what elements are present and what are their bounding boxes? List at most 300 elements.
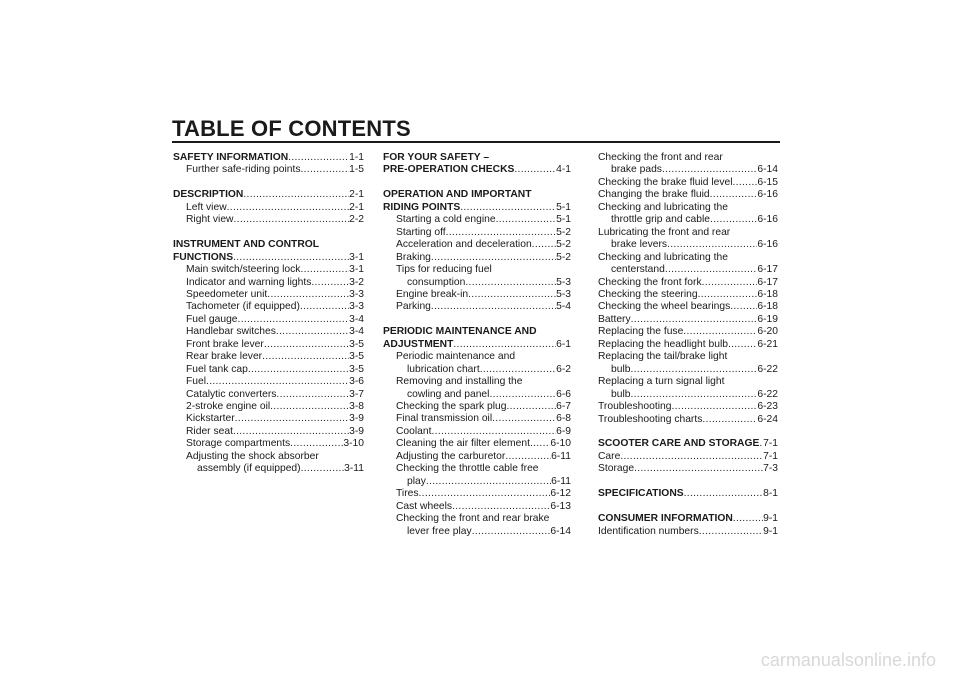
toc-entry[interactable] <box>383 476 571 488</box>
toc-section-heading[interactable] <box>173 189 364 201</box>
toc-entry[interactable] <box>383 239 571 251</box>
toc-entry[interactable] <box>173 339 364 351</box>
toc-dot-leader <box>699 526 763 538</box>
toc-page-number: 6-17 <box>757 276 778 288</box>
toc-entry[interactable] <box>173 426 364 438</box>
toc-page-number: 3-4 <box>349 326 364 338</box>
toc-dot-leader <box>267 289 349 301</box>
toc-entry-title: cowling and panel <box>407 388 490 400</box>
toc-dot-leader <box>496 214 557 226</box>
toc-entry-title: Coolant <box>396 425 432 437</box>
toc-dot-leader <box>530 438 550 450</box>
toc-entry-title: Periodic maintenance and <box>396 351 516 363</box>
toc-dot-leader <box>300 301 349 313</box>
toc-page-number: 6-6 <box>556 388 571 400</box>
toc-page-number: 3-7 <box>349 388 364 400</box>
toc-dot-leader <box>630 364 757 376</box>
toc-entry[interactable] <box>383 526 571 538</box>
toc-entry-title: Front brake lever <box>186 338 264 350</box>
toc-entry[interactable] <box>383 513 571 525</box>
toc-entry-title: Indicator and warning lights <box>186 276 312 288</box>
toc-entry[interactable] <box>598 364 778 376</box>
toc-entry[interactable] <box>598 339 778 351</box>
toc-section-heading[interactable] <box>383 189 571 201</box>
toc-entry[interactable] <box>383 401 571 413</box>
toc-entry-title: Checking and lubricating the <box>598 251 728 263</box>
toc-dot-leader <box>206 376 349 388</box>
toc-spacer <box>173 177 364 189</box>
toc-spacer <box>173 227 364 239</box>
page-title: TABLE OF CONTENTS <box>172 116 411 141</box>
toc-dot-leader <box>264 339 349 351</box>
toc-dot-leader <box>233 426 349 438</box>
toc-dot-leader <box>515 351 571 363</box>
toc-entry-title: Replacing the fuse <box>598 326 684 338</box>
toc-page-number: 6-21 <box>757 338 778 350</box>
toc-dot-leader <box>710 214 757 226</box>
toc-column-3 <box>598 152 778 538</box>
toc-entry-title: Left view <box>186 201 227 213</box>
toc-page-number: 4-1 <box>556 164 571 176</box>
toc-entry[interactable] <box>598 314 778 326</box>
toc-entry[interactable] <box>598 277 778 289</box>
toc-entry-title: Main switch/steering lock <box>186 264 301 276</box>
toc-page-number: 6-20 <box>757 326 778 338</box>
toc-page-number: 6-14 <box>757 164 778 176</box>
toc-entry[interactable] <box>598 351 778 363</box>
toc-entry-title: Checking the steering <box>598 288 698 300</box>
toc-dot-leader <box>698 289 758 301</box>
toc-dot-leader <box>472 526 551 538</box>
toc-spacer <box>598 501 778 513</box>
toc-entry-title: FUNCTIONS <box>173 251 234 263</box>
toc-entry[interactable] <box>173 301 364 313</box>
toc-entry-title: PRE-OPERATION CHECKS <box>383 164 515 176</box>
toc-page-number: 1-5 <box>349 164 364 176</box>
toc-page-number: 3-9 <box>349 425 364 437</box>
toc-entry-title: 2-stroke engine oil <box>186 401 271 413</box>
toc-dot-leader <box>227 202 349 214</box>
toc-entry[interactable] <box>173 376 364 388</box>
toc-page-number: 6-19 <box>757 313 778 325</box>
toc-entry-title: Checking the front fork <box>598 276 702 288</box>
toc-page-number: 5-1 <box>556 214 571 226</box>
toc-spacer <box>383 314 571 326</box>
toc-entry[interactable] <box>383 289 571 301</box>
toc-dot-leader <box>446 227 557 239</box>
toc-entry-title: Catalytic converters <box>186 388 277 400</box>
toc-dot-leader <box>630 389 757 401</box>
toc-entry[interactable] <box>383 364 571 376</box>
toc-page-number: 6-22 <box>757 363 778 375</box>
toc-dot-leader <box>431 252 556 264</box>
toc-dot-leader <box>727 351 778 363</box>
toc-page-number: 7-1 <box>763 438 778 450</box>
toc-spacer <box>598 426 778 438</box>
toc-entry[interactable] <box>598 389 778 401</box>
toc-section-heading[interactable] <box>598 513 778 525</box>
toc-dot-leader <box>234 214 350 226</box>
toc-dot-leader <box>262 351 349 363</box>
toc-entry[interactable] <box>383 214 571 226</box>
toc-dot-leader <box>238 314 350 326</box>
toc-dot-leader <box>730 227 778 239</box>
toc-entry[interactable] <box>173 264 364 276</box>
toc-dot-leader <box>620 451 763 463</box>
toc-page-number: 3-11 <box>344 463 364 475</box>
toc-entry-title: Fuel tank cap <box>186 363 248 375</box>
toc-dot-leader <box>683 326 757 338</box>
toc-entry[interactable] <box>383 264 571 276</box>
toc-entry-title: Checking the wheel bearings <box>598 301 731 313</box>
toc-entry-title: Tires <box>396 488 419 500</box>
toc-page-number: 3-8 <box>349 401 364 413</box>
toc-dot-leader <box>319 451 364 463</box>
toc-section-heading[interactable] <box>598 488 778 500</box>
toc-entry-title: Engine break-in <box>396 288 469 300</box>
toc-dot-leader <box>537 326 571 338</box>
toc-dot-leader <box>634 463 763 475</box>
toc-entry-title: OPERATION AND IMPORTANT <box>383 189 532 201</box>
toc-entry-title: CONSUMER INFORMATION <box>598 513 733 525</box>
toc-dot-leader <box>235 413 349 425</box>
toc-page-number: 5-3 <box>556 288 571 300</box>
toc-entry-title: Kickstarter <box>186 413 235 425</box>
toc-page-number: 5-3 <box>556 276 571 288</box>
toc-dot-leader <box>489 389 556 401</box>
toc-entry[interactable] <box>383 413 571 425</box>
toc-section-heading[interactable] <box>383 339 571 351</box>
toc-entry[interactable] <box>598 227 778 239</box>
toc-entry-title: Fuel <box>186 376 207 388</box>
toc-page-number: 5-4 <box>556 301 571 313</box>
toc-page-number: 6-11 <box>551 450 571 462</box>
toc-entry[interactable] <box>173 314 364 326</box>
toc-page-number: 6-11 <box>551 475 571 487</box>
toc-dot-leader <box>733 513 763 525</box>
toc-entry-title: Right view <box>186 214 234 226</box>
toc-entry-title: Tachometer (if equipped) <box>186 301 300 313</box>
toc-dot-leader <box>311 277 349 289</box>
toc-entry[interactable] <box>598 239 778 251</box>
toc-page-number: 3-4 <box>349 313 364 325</box>
toc-dot-leader <box>300 164 349 176</box>
toc-dot-leader <box>702 414 757 426</box>
toc-entry-title: SCOOTER CARE AND STORAGE <box>598 438 760 450</box>
toc-page-number: 6-2 <box>556 363 571 375</box>
toc-entry[interactable] <box>173 277 364 289</box>
toc-entry-title: Checking the front and rear brake <box>396 513 550 525</box>
toc-entry-title: Adjusting the carburetor <box>396 450 506 462</box>
toc-entry[interactable] <box>598 301 778 313</box>
toc-entry-title: Starting off <box>396 226 446 238</box>
toc-dot-leader <box>432 426 557 438</box>
toc-entry-title: play <box>407 475 426 487</box>
toc-dot-leader <box>492 413 556 425</box>
toc-entry[interactable] <box>173 401 364 413</box>
toc-dot-leader <box>539 463 571 475</box>
toc-entry-title: Removing and installing the <box>396 376 523 388</box>
toc-entry-title: brake levers <box>611 239 668 251</box>
toc-dot-leader <box>276 389 349 401</box>
toc-dot-leader <box>492 264 571 276</box>
toc-entry-title: FOR YOUR SAFETY – <box>383 152 490 163</box>
toc-entry-title: SPECIFICATIONS <box>598 488 684 500</box>
toc-dot-leader <box>710 189 758 201</box>
toc-entry-title: ADJUSTMENT <box>383 338 454 350</box>
toc-page-number: 1-1 <box>349 152 364 163</box>
toc-dot-leader <box>662 164 757 176</box>
toc-section-heading[interactable] <box>383 152 571 164</box>
toc-entry[interactable] <box>598 401 778 413</box>
toc-dot-leader <box>728 202 778 214</box>
toc-entry-title: SAFETY INFORMATION <box>173 152 289 163</box>
toc-entry-title: Final transmission oil <box>396 413 493 425</box>
toc-entry-title: consumption <box>407 276 466 288</box>
toc-entry-title: Checking the front and rear <box>598 152 723 163</box>
toc-entry[interactable] <box>173 202 364 214</box>
toc-page-number: 5-2 <box>556 226 571 238</box>
toc-dot-leader <box>460 202 556 214</box>
toc-entry[interactable] <box>598 526 778 538</box>
toc-entry[interactable] <box>383 501 571 513</box>
toc-page-number: 3-5 <box>349 351 364 363</box>
toc-dot-leader <box>733 177 758 189</box>
toc-section-heading[interactable] <box>173 239 364 251</box>
toc-entry[interactable] <box>598 376 778 388</box>
toc-entry-title: DESCRIPTION <box>173 189 244 201</box>
toc-entry[interactable] <box>598 164 778 176</box>
toc-page-number: 6-18 <box>757 301 778 313</box>
toc-page-number: 2-1 <box>349 189 364 201</box>
toc-dot-leader <box>631 314 758 326</box>
toc-entry[interactable] <box>173 214 364 226</box>
toc-entry-title: Checking the throttle cable free <box>396 463 539 475</box>
toc-dot-leader <box>665 264 758 276</box>
toc-entry-title: Troubleshooting <box>598 401 672 413</box>
toc-dot-leader <box>728 252 778 264</box>
toc-dot-leader <box>300 264 349 276</box>
toc-entry[interactable] <box>383 426 571 438</box>
toc-page-number: 6-24 <box>757 413 778 425</box>
toc-entry-title: Acceleration and deceleration <box>396 239 532 251</box>
toc-dot-leader <box>532 239 556 251</box>
toc-page-number: 6-16 <box>757 214 778 226</box>
toc-entry-title: Rear brake lever <box>186 351 263 363</box>
toc-page-number: 8-1 <box>763 488 778 500</box>
toc-entry[interactable] <box>598 189 778 201</box>
toc-entry[interactable] <box>173 451 364 463</box>
toc-entry[interactable] <box>383 301 571 313</box>
toc-entry[interactable] <box>383 376 571 388</box>
toc-dot-leader <box>301 463 345 475</box>
toc-entry-title: Storage compartments <box>186 438 291 450</box>
toc-dot-leader <box>728 339 757 351</box>
toc-entry[interactable] <box>383 451 571 463</box>
toc-dot-leader <box>465 277 556 289</box>
toc-entry-title: Handlebar switches <box>186 326 276 338</box>
toc-page-number: 3-10 <box>343 438 364 450</box>
toc-page-number: 6-12 <box>550 488 571 500</box>
toc-entry-title: Care <box>598 450 621 462</box>
toc-entry-title: lubrication chart <box>407 363 480 375</box>
toc-section-heading[interactable] <box>173 252 364 264</box>
toc-column-2 <box>383 152 571 538</box>
toc-dot-leader <box>730 301 757 313</box>
toc-entry-title: bulb <box>611 388 631 400</box>
toc-page-number: 2-2 <box>349 214 364 226</box>
toc-entry[interactable] <box>383 389 571 401</box>
toc-page-number: 3-1 <box>349 264 364 276</box>
toc-page-number: 6-1 <box>556 338 571 350</box>
toc-spacer <box>383 177 571 189</box>
toc-page-number: 3-9 <box>349 413 364 425</box>
toc-dot-leader <box>319 239 364 251</box>
toc-page-number: 2-1 <box>349 201 364 213</box>
toc-entry-title: Changing the brake fluid <box>598 189 710 201</box>
toc-page-number: 6-16 <box>757 239 778 251</box>
toc-page-number: 6-7 <box>556 401 571 413</box>
toc-section-heading[interactable] <box>173 152 364 164</box>
title-rule <box>172 141 780 143</box>
toc-page-number: 6-10 <box>550 438 571 450</box>
toc-entry[interactable] <box>383 463 571 475</box>
toc-entry-title: Further safe-riding points <box>186 164 301 176</box>
toc-entry-title: Braking <box>396 251 431 263</box>
toc-dot-leader <box>489 152 571 164</box>
toc-page-number: 5-2 <box>556 251 571 263</box>
toc-page-number: 3-1 <box>349 251 364 263</box>
toc-spacer <box>598 476 778 488</box>
toc-page-number: 6-22 <box>757 388 778 400</box>
toc-dot-leader <box>288 152 349 164</box>
toc-page-number: 6-17 <box>757 264 778 276</box>
toc-entry[interactable] <box>383 438 571 450</box>
toc-entry-title: Identification numbers <box>598 525 699 537</box>
toc-entry[interactable] <box>598 252 778 264</box>
toc-page-number: 7-1 <box>763 450 778 462</box>
toc-entry-title: Cleaning the air filter element <box>396 438 530 450</box>
toc-entry-title: brake pads <box>611 164 662 176</box>
toc-section-heading[interactable] <box>383 202 571 214</box>
toc-entry-title: INSTRUMENT AND CONTROL <box>173 239 320 251</box>
toc-entry-title: Speedometer unit <box>186 288 268 300</box>
toc-page-number: 6-15 <box>757 176 778 188</box>
toc-dot-leader <box>532 189 571 201</box>
toc-entry-title: Replacing the tail/brake light <box>598 351 728 363</box>
toc-entry-title: Checking and lubricating the <box>598 201 728 213</box>
toc-dot-leader <box>480 364 556 376</box>
toc-dot-leader <box>419 488 551 500</box>
toc-page-number: 3-5 <box>349 338 364 350</box>
toc-entry[interactable] <box>383 277 571 289</box>
toc-page-number: 3-3 <box>349 301 364 313</box>
toc-entry[interactable] <box>173 438 364 450</box>
toc-entry-title: Adjusting the shock absorber <box>186 450 319 462</box>
toc-page-number: 5-2 <box>556 239 571 251</box>
toc-page-number: 6-16 <box>757 189 778 201</box>
toc-dot-leader <box>468 289 556 301</box>
toc-dot-leader <box>431 301 556 313</box>
toc-dot-leader <box>684 488 763 500</box>
toc-entry[interactable] <box>598 202 778 214</box>
toc-entry-title: bulb <box>611 363 631 375</box>
toc-dot-leader <box>290 438 343 450</box>
toc-entry[interactable] <box>173 413 364 425</box>
toc-dot-leader <box>270 401 349 413</box>
toc-dot-leader <box>248 364 349 376</box>
toc-page-number: 6-9 <box>556 425 571 437</box>
toc-dot-leader <box>671 401 757 413</box>
toc-dot-leader <box>506 401 556 413</box>
toc-entry-title: throttle grip and cable <box>611 214 711 226</box>
toc-entry[interactable] <box>598 214 778 226</box>
toc-section-heading[interactable] <box>598 438 778 450</box>
toc-column-1 <box>173 152 364 476</box>
toc-entry-title: Lubricating the front and rear <box>598 226 731 238</box>
toc-entry[interactable] <box>598 152 778 164</box>
toc-dot-leader <box>453 339 556 351</box>
toc-entry[interactable] <box>598 289 778 301</box>
toc-dot-leader <box>276 326 349 338</box>
toc-dot-leader <box>452 501 550 513</box>
toc-entry-title: Cast wheels <box>396 500 453 512</box>
toc-entry[interactable] <box>173 389 364 401</box>
toc-entry[interactable] <box>598 414 778 426</box>
toc-entry[interactable] <box>598 177 778 189</box>
toc-entry[interactable] <box>598 463 778 475</box>
toc-entry[interactable] <box>598 264 778 276</box>
toc-dot-leader <box>523 376 572 388</box>
toc-entry[interactable] <box>383 227 571 239</box>
toc-entry-title: Starting a cold engine <box>396 214 496 226</box>
toc-entry[interactable] <box>383 252 571 264</box>
toc-page-number: 7-3 <box>763 463 778 475</box>
toc-entry[interactable] <box>173 164 364 176</box>
toc-entry-title: Replacing a turn signal light <box>598 376 725 388</box>
toc-page-number: 3-3 <box>349 288 364 300</box>
toc-page-number: 3-6 <box>349 376 364 388</box>
toc-entry[interactable] <box>173 463 364 475</box>
toc-entry-title: Battery <box>598 313 631 325</box>
toc-entry-title: Parking <box>396 301 431 313</box>
watermark-footer: carmanualsonline.info <box>760 650 936 670</box>
toc-dot-leader <box>725 376 779 388</box>
toc-entry[interactable] <box>598 326 778 338</box>
toc-section-heading[interactable] <box>383 164 571 176</box>
toc-entry[interactable] <box>598 451 778 463</box>
toc-dot-leader <box>233 252 349 264</box>
toc-page-number: 6-13 <box>550 500 571 512</box>
toc-page-number: 6-8 <box>556 413 571 425</box>
toc-dot-leader <box>514 164 556 176</box>
toc-page-number: 9-1 <box>763 525 778 537</box>
toc-page-number: 3-2 <box>349 276 364 288</box>
toc-entry[interactable] <box>173 326 364 338</box>
toc-section-heading[interactable] <box>383 326 571 338</box>
toc-entry[interactable] <box>383 351 571 363</box>
toc-entry-title: Tips for reducing fuel <box>396 264 492 276</box>
toc-dot-leader <box>243 189 349 201</box>
toc-page-number: 6-18 <box>757 288 778 300</box>
toc-entry-title: Checking the spark plug <box>396 401 507 413</box>
toc-entry[interactable] <box>173 364 364 376</box>
toc-entry[interactable] <box>383 488 571 500</box>
toc-page-number: 6-14 <box>550 525 571 537</box>
toc-entry[interactable] <box>173 351 364 363</box>
toc-entry-title: centerstand <box>611 264 665 276</box>
toc-entry[interactable] <box>173 289 364 301</box>
